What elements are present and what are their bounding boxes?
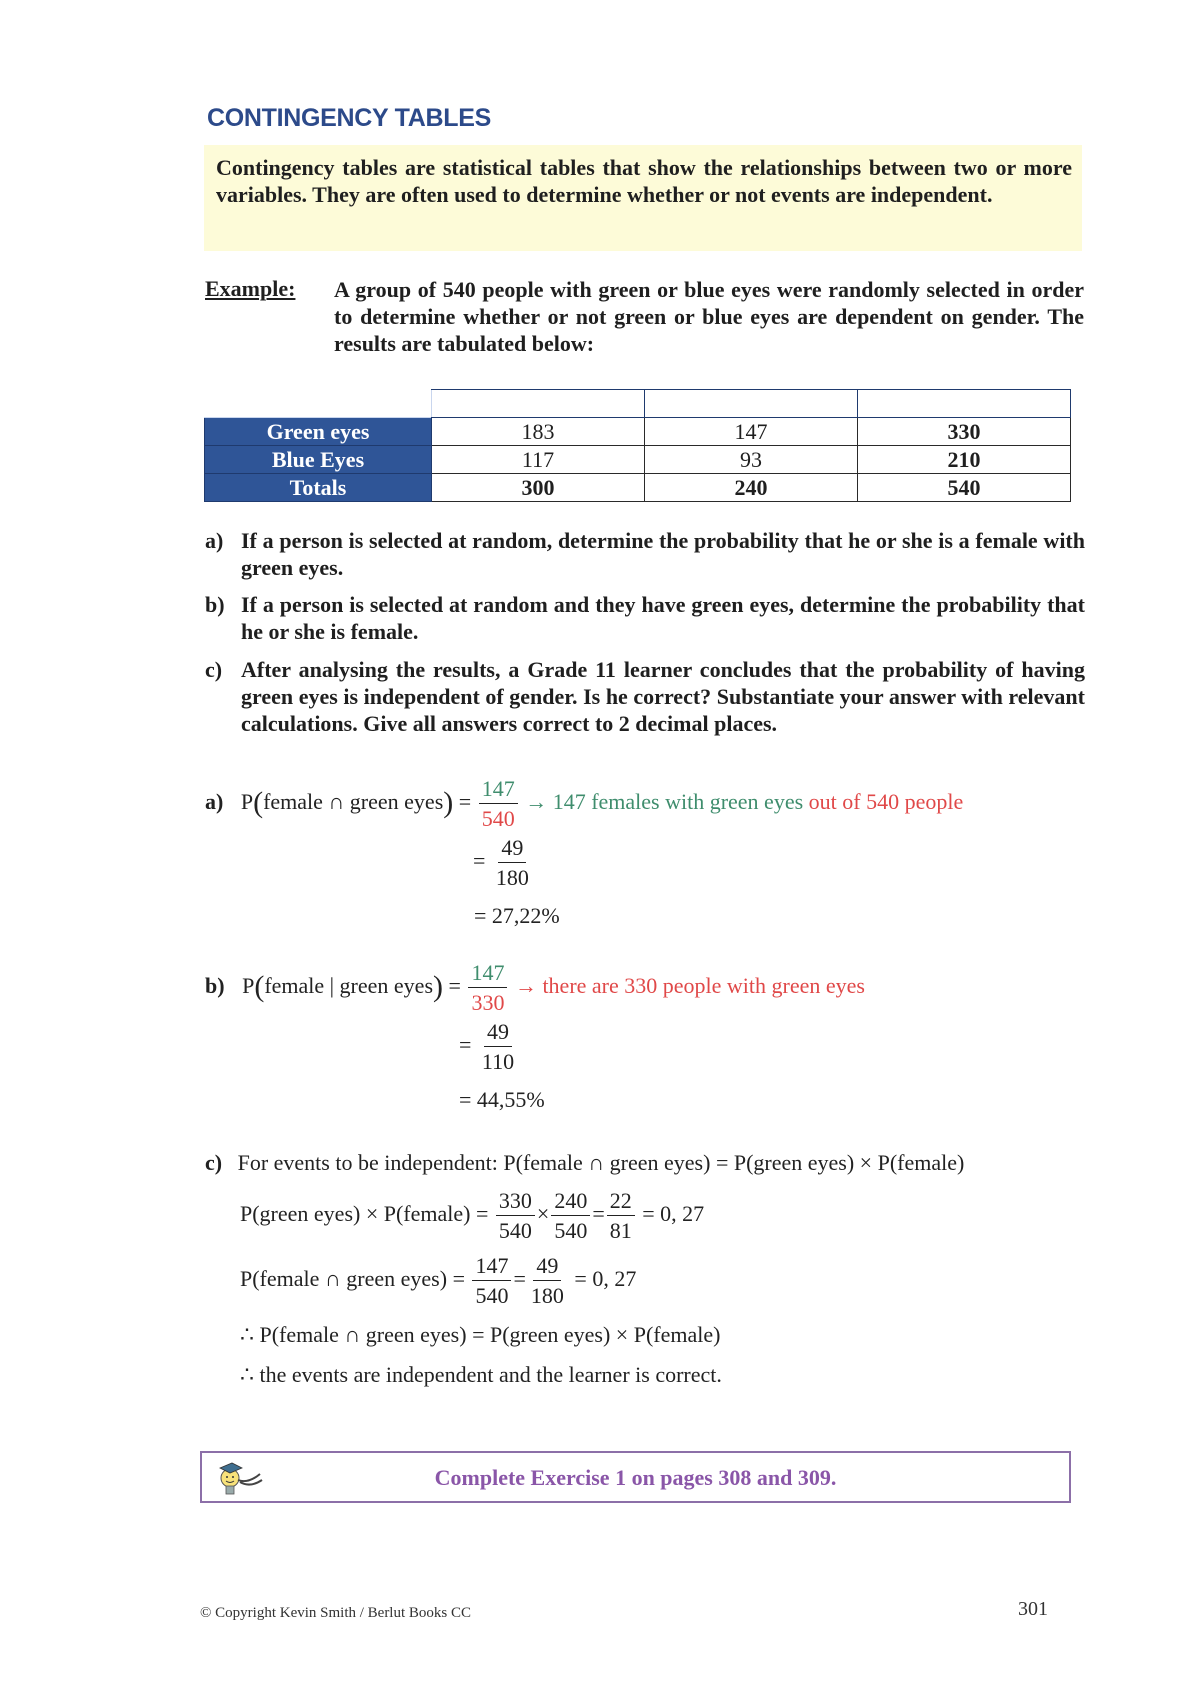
solution-label: a) (205, 789, 224, 815)
solution-c-line1: P(green eyes) × P(female) = $\frac{330}{540}$ × $\frac{240}{540}$ = $\frac{22}{81}$ = 0, 27 (240, 1188, 705, 1243)
cell-total: 300 (432, 474, 645, 502)
numerator: 49 (484, 1021, 512, 1047)
denominator: 110 (481, 1049, 515, 1074)
cell-total: 240 (645, 474, 858, 502)
annotation-green: 147 females with green eyes (552, 789, 804, 815)
denominator: 540 (475, 1283, 509, 1308)
column-header-female: Female (645, 390, 858, 418)
table-row (205, 418, 1071, 446)
question-text: If a person is selected at random and they have green eyes, determine the probability that he or she is female. (241, 592, 1085, 644)
result: = 0, 27 (642, 1201, 705, 1227)
question-c (205, 656, 1085, 737)
column-header-male: Male (432, 390, 645, 418)
table-header-row (205, 390, 1071, 418)
fraction (479, 778, 518, 830)
prob-symbol: P (242, 973, 255, 999)
numerator: 147 (472, 1255, 511, 1281)
denominator: 330 (471, 990, 505, 1015)
fraction (472, 1255, 511, 1307)
cell: 183 (432, 418, 645, 446)
denominator: 180 (530, 1283, 564, 1308)
copyright: © Copyright Kevin Smith / Berlut Books CC (200, 1605, 471, 1621)
arrow-icon: → (525, 789, 548, 815)
result: = 0, 27 (574, 1266, 637, 1292)
cell-total: 540 (858, 474, 1071, 502)
numerator: 22 (607, 1190, 635, 1216)
page-number: 301 (1018, 1598, 1048, 1620)
fraction (528, 1255, 567, 1307)
cell-total: 210 (858, 446, 1071, 474)
numerator: 330 (496, 1190, 535, 1216)
fraction (496, 1190, 535, 1242)
question-text: After analysing the results, a Grade 11 learner concludes that the probability of having green eyes is independent of gender. Is he correct? Substantiate your answer with relevant calculations. Give all answers correct to 2 decimal places. (241, 657, 1085, 736)
example-text: A group of 540 people with green or blue eyes were randomly selected in order to determine whether or not green or blue eyes are dependent on gender. The results are tabulated below: (334, 277, 1084, 356)
question-text: If a person is selected at random, determine the probability that he or she is a female with green eyes. (241, 528, 1085, 580)
expression: P(female ∩ green eyes) = (240, 1266, 465, 1292)
cell: 117 (432, 446, 645, 474)
independence-condition: P(female ∩ green eyes) = P(green eyes) × P(female) (503, 1150, 965, 1175)
event: female ∩ green eyes (263, 789, 444, 815)
cell: 147 (645, 418, 858, 446)
denominator: 540 (481, 806, 515, 831)
event: female | green eyes (264, 973, 434, 999)
row-header-blue-eyes: Blue Eyes (205, 446, 432, 474)
fraction (479, 1021, 517, 1073)
numerator: 49 (533, 1255, 561, 1281)
solution-c-conclusion1: ∴ P(female ∩ green eyes) = P(green eyes) × P(female) (240, 1322, 721, 1347)
table-row (205, 446, 1071, 474)
annotation-red: out of 540 people (808, 789, 964, 815)
arrow-icon: → (514, 973, 537, 999)
solution-b-result: = 44,55% (459, 1087, 545, 1112)
table-row (205, 474, 1071, 502)
fraction (607, 1190, 635, 1242)
row-header-totals: Totals (205, 474, 432, 502)
definition-box (204, 145, 1082, 251)
solution-b-line2: = $\frac{49}{110}$ (459, 1021, 519, 1073)
cell-total: 330 (858, 418, 1071, 446)
question-label: b) (205, 592, 225, 617)
solution-label: c) (205, 1150, 223, 1175)
denominator: 540 (554, 1218, 588, 1243)
solution-a-result: = 27,22% (474, 903, 560, 928)
solution-a-line2: = $\frac{49}{180}$ (473, 837, 534, 889)
solution-a-line1: a) P(female ∩ green eyes) = $\frac{147}{540}$ → 147 females with green eyes out of 540 people (205, 776, 964, 831)
numerator: 147 (468, 962, 507, 988)
solution-b-line1: b) P(female | green eyes) = $\frac{147}{330}$ → there are 330 people with green eyes (205, 960, 865, 1015)
definition-text: Contingency tables are statistical tables that show the relationships between two or more variables. They are often used to determine whether or not events are independent. (216, 155, 1072, 207)
column-header-totals: Totals (858, 390, 1071, 418)
numerator: 49 (498, 837, 526, 863)
contingency-table (204, 389, 1071, 502)
fraction (551, 1190, 590, 1242)
annotation-red: there are 330 people with green eyes (542, 973, 865, 999)
page-title: CONTINGENCY TABLES (207, 104, 491, 132)
fraction (468, 962, 507, 1014)
intro-text: For events to be independent: (237, 1150, 498, 1175)
example-label: Example: (205, 276, 296, 301)
fraction (493, 837, 532, 889)
cell: 93 (645, 446, 858, 474)
prob-symbol: P (240, 789, 254, 815)
solution-c-conclusion2: ∴ the events are independent and the learner is correct. (240, 1362, 722, 1387)
solution-c-line2: P(female ∩ green eyes) = $\frac{147}{540}$ = $\frac{49}{180}$ = 0, 27 (240, 1253, 637, 1308)
table-corner (205, 390, 432, 418)
denominator: 540 (498, 1218, 532, 1243)
numerator: 147 (479, 778, 518, 804)
denominator: 180 (495, 865, 529, 890)
denominator: 81 (609, 1218, 632, 1243)
question-label: c) (205, 657, 223, 682)
question-a (205, 527, 1085, 581)
exercise-text: Complete Exercise 1 on pages 308 and 309. (434, 1465, 837, 1490)
solution-c-intro (205, 1150, 964, 1176)
solution-label: b) (205, 973, 225, 999)
question-label: a) (205, 528, 224, 553)
exercise-callout (200, 1451, 1071, 1503)
row-header-green-eyes: Green eyes (205, 418, 432, 446)
expression: P(green eyes) × P(female) = (240, 1201, 489, 1227)
question-b (205, 591, 1085, 645)
numerator: 240 (551, 1190, 590, 1216)
